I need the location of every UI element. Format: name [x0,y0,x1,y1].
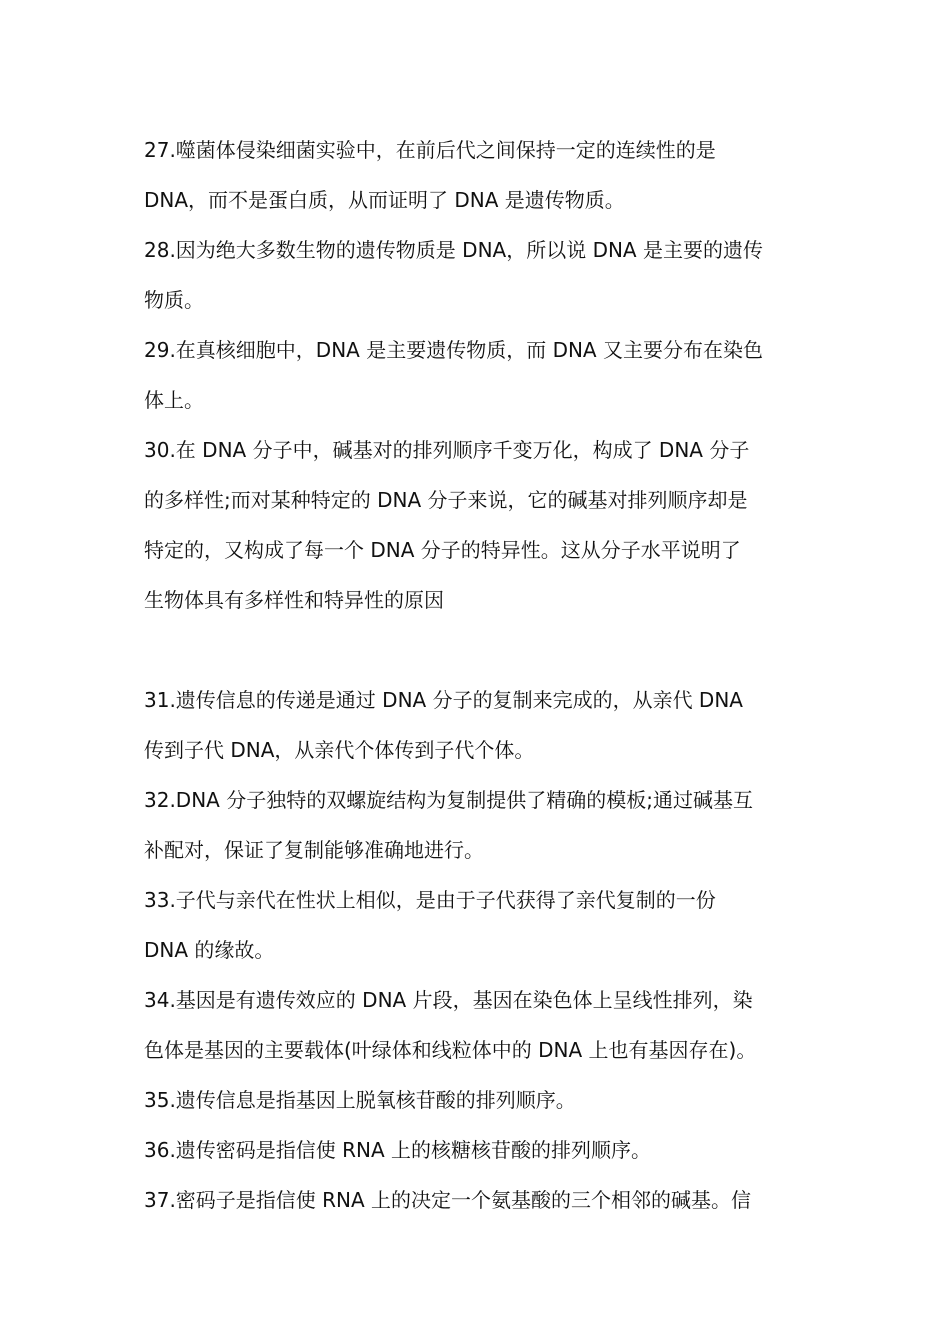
text-line: 29.在真核细胞中，DNA 是主要遗传物质，而 DNA 又主要分布在染色 [144,338,763,362]
paragraph-35 [144,1075,808,1125]
paragraph-29 [144,325,808,425]
paragraph-36 [144,1125,808,1175]
text-line: 36.遗传密码是指信使 RNA 上的核糖核苷酸的排列顺序。 [144,1138,652,1162]
text-line: 物质。 [144,288,204,312]
text-line: 补配对，保证了复制能够准确地进行。 [144,838,484,862]
paragraph-31 [144,675,808,775]
text-line: 32.DNA 分子独特的双螺旋结构为复制提供了精确的模板;通过碱基互 [144,788,753,812]
blank-line [144,625,808,675]
paragraph-28 [144,225,808,325]
text-line: 34.基因是有遗传效应的 DNA 片段，基因在染色体上呈线性排列，染 [144,988,753,1012]
text-line: 色体是基因的主要载体(叶绿体和线粒体中的 DNA 上也有基因存在)。 [144,1038,757,1062]
text-line: 27.噬菌体侵染细菌实验中，在前后代之间保持一定的连续性的是 [144,138,716,162]
text-line: 37.密码子是指信使 RNA 上的决定一个氨基酸的三个相邻的碱基。信 [144,1188,752,1212]
text-line: 体上。 [144,388,204,412]
text-line: 33.子代与亲代在性状上相似，是由于子代获得了亲代复制的一份 [144,888,716,912]
text-line: 传到子代 DNA，从亲代个体传到子代个体。 [144,738,535,762]
paragraph-34 [144,975,808,1075]
text-line: 生物体具有多样性和特异性的原因 [144,588,444,612]
text-line: 35.遗传信息是指基因上脱氧核苷酸的排列顺序。 [144,1088,576,1112]
text-line: DNA 的缘故。 [144,938,275,962]
text-line: 的多样性;而对某种特定的 DNA 分子来说，它的碱基对排列顺序却是 [144,488,748,512]
document-body [144,125,808,1225]
text-line: DNA，而不是蛋白质，从而证明了 DNA 是遗传物质。 [144,188,625,212]
text-line: 特定的，又构成了每一个 DNA 分子的特异性。这从分子水平说明了 [144,538,741,562]
paragraph-37 [144,1175,808,1225]
paragraph-33 [144,875,808,975]
text-line: 28.因为绝大多数生物的遗传物质是 DNA，所以说 DNA 是主要的遗传 [144,238,763,262]
paragraph-27 [144,125,808,225]
paragraph-32 [144,775,808,875]
text-line: 31.遗传信息的传递是通过 DNA 分子的复制来完成的，从亲代 DNA [144,688,743,712]
text-line: 30.在 DNA 分子中，碱基对的排列顺序千变万化，构成了 DNA 分子 [144,438,750,462]
paragraph-30 [144,425,808,625]
